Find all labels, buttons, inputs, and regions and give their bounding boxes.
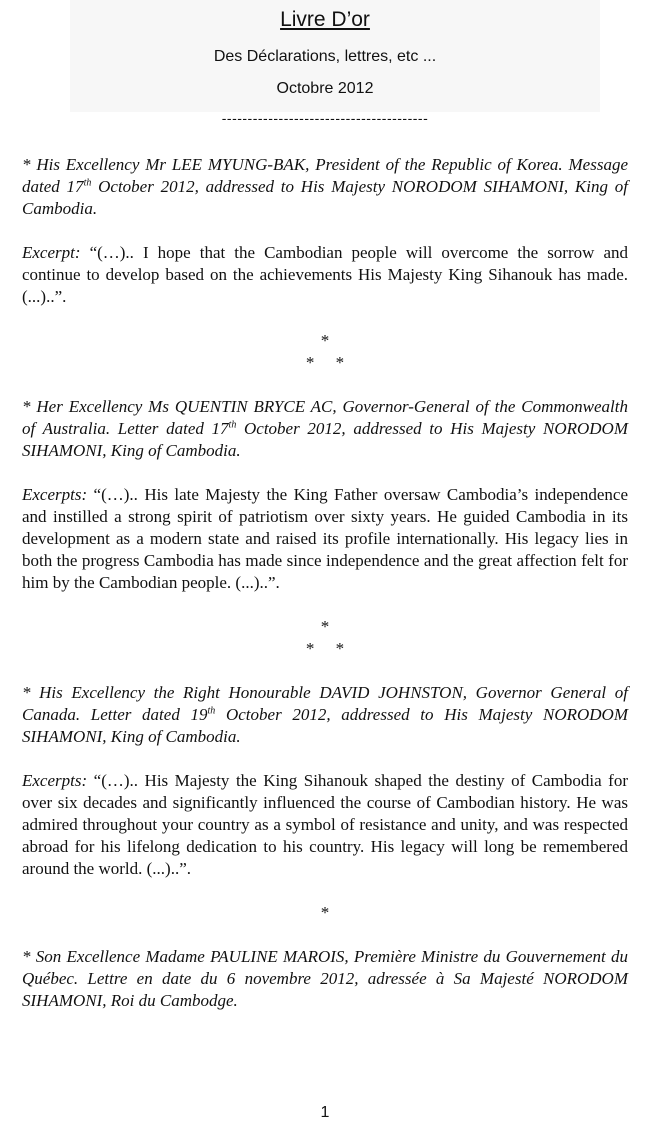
entry-intro [22,154,628,220]
star-single: * [320,903,330,922]
ordinal-suffix: th [207,705,216,717]
entry-excerpt [22,770,628,880]
entry-excerpt [22,484,628,594]
entry-intro-text: * His Excellency the Right Honourable DAVID JOHNSTON, Governor General of Canada. Letter dated 19 [22,683,628,724]
entry-intro: * Son Excellence Madame PAULINE MAROIS, Première Ministre du Gouvernement du Québec. Lettre en date du 6 novembre 2012, adressée à Sa Majesté NORODOM SIHAMONI, Roi du Cambodge. [22,947,628,1010]
entry-intro [22,396,628,462]
entry-intro-text: October 2012, addressed to His Majesty NORODOM SIHAMONI, King of Cambodia. [22,705,628,746]
star-separator-single [22,902,628,924]
entry-intro-text: * Her Excellency Ms QUENTIN BRYCE AC, Governor-General of the Commonwealth of Australia. Letter dated 17 [22,397,628,438]
star-separator [22,330,628,374]
excerpt-text: “(…).. I hope that the Cambodian people will overcome the sorrow and continue to develop based on the achievements His Majesty King Sihanouk has made. (...)..”. [22,243,628,306]
document-body [22,154,628,1012]
entry-intro-text: October 2012, addressed to His Majesty NORODOM SIHAMONI, King of Cambodia. [22,419,628,460]
ordinal-suffix: th [83,177,92,189]
ordinal-suffix: th [228,419,237,431]
star-pair: * * [305,639,345,658]
excerpt-label: Excerpt: [22,243,81,262]
entry-excerpt [22,242,628,308]
excerpt-text: “(…).. His late Majesty the King Father oversaw Cambodia’s independence and instilled a strong spirit of patriotism over sixty years. He guided Cambodia in its development as a modern state and raised its profile internationally. His legacy lies in both the progress Cambodia has made since independence and the great affection felt for him by the Cambodian people. (...)..”. [22,485,628,592]
header-rule: ---------------------------------------- [221,110,429,126]
star-separator [22,616,628,660]
entry-intro-text: * His Excellency Mr LEE MYUNG-BAK, President of the Republic of Korea. Message dated 17 [22,155,628,196]
excerpt-text: “(…).. His Majesty the King Sihanouk shaped the destiny of Cambodia for over six decades and significantly influenced the course of Cambodian history. He was admired throughout your country as a symbol of resistance and unity, and was respected abroad for his lifelong dedication to his country. His legacy will long be remembered around the world. (...)..”. [22,771,628,878]
document-title: Livre D’or [280,8,370,31]
star-pair: * * [305,353,345,372]
document-subtitle: Des Déclarations, lettres, etc ... [213,48,437,65]
document-date: Octobre 2012 [276,80,374,97]
entry-intro [22,682,628,748]
star-top: * [320,331,330,350]
page-number: 1 [320,1104,330,1121]
excerpt-label: Excerpts: [22,485,88,504]
entry-intro-text: October 2012, addressed to His Majesty NORODOM SIHAMONI, King of Cambodia. [22,177,628,218]
excerpt-label: Excerpts: [22,771,88,790]
star-top: * [320,617,330,636]
